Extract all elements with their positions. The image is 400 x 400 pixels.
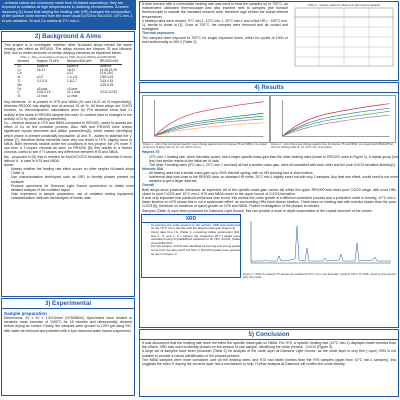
figure-3-caption: Figure 3 - XRD of a Haynes 75 sample pre-oxidised at 10°C min-1 and thermally cycled at 700°C for 400h, showing chromia and alloy (Ni) peaks xyxy=(243,272,396,279)
haynes-label: Haynes 75 xyxy=(142,150,160,155)
conclusion-panel xyxy=(139,329,399,397)
table-cell: 0.012-0.033 xyxy=(99,90,117,95)
xrd-box xyxy=(141,214,241,278)
results-heading: 4) Results xyxy=(140,84,398,93)
list-item: - The other 3 heating rates (5°C min-1, 20°C min-1 and fast) all had a smaller mass gain, were all consistent with each other and the pure Cr2O3 formation kinetics[1]. xyxy=(145,163,398,167)
figure-3 xyxy=(242,213,398,279)
composition-table xyxy=(14,60,123,99)
table-cell: Ni xyxy=(17,63,21,68)
table-cell: Mo xyxy=(17,82,22,87)
list-item: - Gain experience in sample preparation, use of oxidation testing equipment, characterisation methods and analysis of kinetic data xyxy=(7,192,134,200)
table-cell: ≤0.2 xyxy=(36,75,44,80)
xrd-heading: XRD xyxy=(142,216,240,223)
xrd-plot xyxy=(243,214,393,272)
table-cell: 0.08-0.15 xyxy=(36,90,51,95)
background-panel xyxy=(1,31,135,297)
samples-text: Samples (Table 2) have been produced for Diamond Light Source, this can provide a more in depth examination of the crystal structure of the oxides. xyxy=(142,208,373,213)
list-item: - All heating rates had a similar mass gain up to 200h thermal cycling, with no HR showing fast or slow kinetics. xyxy=(145,171,398,175)
table-cell: C xyxy=(17,90,20,95)
table-header: Nimonic 80A wt% xyxy=(63,60,96,64)
table-cell: ≤3 max xyxy=(67,86,78,91)
intro-text: ...exhaust valves are commonly made from Ni-based superalloys; they are exposed to oxidation at high temperatures in oxidising environments. A recent discovery [1] found that varying the heating rate (HR) changed the composition of the surface oxide formed from the more usual Cr2O3 to NiCr2O4. 10°C min-1 in pre-oxidation. Ni and Co oxides at 2°C min-1. xyxy=(0,0,136,30)
method-text-2: 4 heating rates were chosen, 5°C min-1, 10°C min-1, 20°C min-1 and a fast HR (~ 100°C min-1), similar to those in [1]. Once at 700°C, the samples were removed and air cooled and reweighed. xyxy=(142,18,288,32)
table-cell: ≤1 max xyxy=(36,94,48,99)
list-item: - 10°C min-1 heating rate, when thermally cycled, has a larger specific mass gain than the other heating rates (closer to RR1000, seen in Figure 1). A repeat group (red line) had similar results to the initial set of data. xyxy=(145,155,398,163)
table-cell: 4.25-5.25 xyxy=(99,82,114,87)
table-header: RR1000 wt% xyxy=(96,60,123,64)
right-column xyxy=(138,0,400,400)
aims-list xyxy=(2,167,134,200)
conclusion-text-3: The N80A samples were more consistent over all the heating rates, and H75 had faster kinetics than the H75 samples (apart from 10°C min-1 samples), this suggests the extra Ti doping the chromia layer has a mechanism to help. Further analysis at Diamond will confirm the oxide identity. xyxy=(142,357,396,367)
table-header: element xyxy=(14,60,33,64)
table-cell: Balance xyxy=(99,63,112,68)
list-item: - Using data from [1], (Table 2, containing lattice parameters [10], and d-, θ, and h, k, l values) the respective 2θ [°] peaks were calculated using CrystalDiffract software for Ni, NiO, Cr2O3, (Table 3) and NiCr2O4. xyxy=(147,231,240,245)
experimental-panel xyxy=(1,298,135,396)
table2-grid xyxy=(292,7,396,67)
conclusion-text-1: It was discovered that the heating rate does not effect the specific mass gain on N80A. For H75, a specific heating rate (10°C min-1) displayed faster kinetics than the others. XRD was used to identify phases on the surface of one sample, identifying the oxide present - Cr2O3 (Figure 3). xyxy=(142,341,396,350)
background-text-3: Co - minimal amount in H75 and N80A compared to RR1000, useful to assess the effect of Co on the oxidation process. Also, N80 and RR1000 have shown significant crystal structures and lattice parameters[5], which makes identifying which phase is present practically impossible. Al and Ti - added to stabilise the γ' phase [7], therefore these elements have very low levels in H75, slightly more in N80A. Both elements oxidise under the conditions in this project; the 2% more Ti can form a Ti-doped chromia as seen on RR1000 [8]; this results in a thicker chromia, useful to see if Ti causes any difference between H75 and N80A. xyxy=(4,121,132,155)
table-cell: ≤1 max xyxy=(67,94,78,99)
figure-1-caption: Figure 1 - plot of the normalised specific mass change against time for Haynes 75 and N80A, pre-coated at the four heating rates (5, 10, 20, 100°C min-1) xyxy=(143,143,268,150)
background-text-4: Mo - proposed in [9], that is needed for MoO2/Cr2O3 formation, otherwise it forms without it - a case in H75 and N80A. xyxy=(4,154,132,163)
table-cell: Cr xyxy=(17,67,21,72)
list-item: - Produce specimens for Diamond Light Source synchrotron to obtain more detailed analysis of the oxidation layers xyxy=(7,184,134,192)
xrd-section xyxy=(140,213,398,279)
table-cell: Al xyxy=(17,75,21,80)
table-cell: 1.8-2.7 xyxy=(67,79,77,83)
table-cell: 18-21 xyxy=(36,67,46,72)
table1-caption: Table 1 - Alloy compositions of Haynes 75[2], Nimonic 80A[3], and RR1000[4] xyxy=(20,54,116,59)
haynes-list xyxy=(140,155,398,167)
sample-prep-subhead: Sample preparation xyxy=(4,311,47,316)
overall-text: Both alloys show parabolic behaviour as expected. All of the specific mass gain values fall within the upper RR1000 and lower pure Cr2O3 range, with most HRs closer to pure Cr2O3 and 10°C min-1 H75 and N80A closer to the upper bound of Cr2O3 formation. xyxy=(142,187,396,196)
table-cell: ≤2.0 xyxy=(67,71,74,76)
list-item: - Assess whether the heating rate effect occurs on other simpler Ni-based alloys (Table 1) xyxy=(7,167,134,175)
aims-label: Aims: xyxy=(4,163,14,168)
table-cell: Co xyxy=(17,71,22,76)
table-cell: 14.35-15.15 xyxy=(99,67,117,72)
method-panel xyxy=(139,1,399,81)
figure-2-caption: Figure 2 - plot of the mass change against time for Haynes 75 and N80A, pre-coated and N80A/H75 at the four heating rates (5, 10, 20°C min-1) as before. xyxy=(271,143,393,150)
method-text-1: A tube furnace with a controllable heating rate was used to heat the samples up to 700°C; an independent calibrated thermocouple was also inserted next to samples (the furnace thermocouple is outside the insulated ceramic tube, therefore lags behind the actual internal temperature). xyxy=(142,2,288,19)
table-cell: 2.85-3.15 xyxy=(99,75,114,80)
table-cell: 1.0-1.8 xyxy=(67,75,77,80)
conclusion-text-2: A large set of samples have been produced (Table 2) for analysis of the oxide layer at Diamond Light Source, as the oxide layer is very thin (<1µm) XRD is not suitable to provide a robust identification of the phases present. xyxy=(142,349,396,358)
table-cell: Ti xyxy=(17,79,21,83)
figure-1 xyxy=(142,95,270,149)
results-panel xyxy=(139,82,399,328)
list-item: - For this sample, Cr2O3 was identified as forming and strong peaks come from the alloy itself. No NiO or NiCr2O4 peaks were present as seen in Figure 3. xyxy=(147,245,240,256)
mass-change-plot-2 xyxy=(270,95,396,143)
method-text-block xyxy=(140,2,290,80)
thermal-label: Thermal exposures: xyxy=(142,31,176,36)
mass-change-plot-1 xyxy=(142,95,270,143)
table-cell: Balance xyxy=(67,63,79,68)
method-text-3: The samples were exposed to 700°C for longer exposure times, either for cycles of 100h or held isothermally to 400 h (Table 2). xyxy=(142,35,288,44)
conclusion-heading: 5) Conclusion xyxy=(140,331,398,340)
table-header: Haynes 75 wt% xyxy=(33,60,63,64)
table-cell: Fe xyxy=(17,86,22,91)
important-text: It was very important that parabolic behaviour was found, this means the oxide growth is a diffusion controlled process and a protective oxide is forming. 10°C min-1 faster kinetics on H75 shows this is not a systematic effect, as surrounding HRs have slower kinetics. There were no heating rate with kinetics slower than the pure Cr2O3 [6], therefore no evidence of spinel growth on H75 and N80A. Further investigation of the phases is needed. xyxy=(142,195,396,209)
list-item: - Use characterisation techniques such as XRD to identify phases present on surfaces xyxy=(7,175,134,183)
results-plots xyxy=(140,94,398,150)
table-cell: 3.45-4.15 xyxy=(99,79,114,83)
table-cell: 0.2-0.6 xyxy=(36,79,47,83)
xrd-list xyxy=(142,224,240,256)
table2-block xyxy=(290,2,398,80)
table-cell: 18-21 xyxy=(67,67,76,72)
figure-2 xyxy=(270,95,396,149)
list-item: - Isothermal data was close to the RR1000 data, so standard HR either, 20°C min-1 slightly lower but with only 2 samples. Any heat rate effect, would need to run more samples to get a larger data set. xyxy=(145,175,398,183)
nimonic-label: Nimonic 80A xyxy=(142,166,164,171)
table-cell xyxy=(96,95,123,99)
list-item: - To examine the oxide present on the surface, XRD was performed on the 10°C min-1 sample with the largest mass gain (Figure 3) xyxy=(147,224,240,231)
table2-caption: Table 2 - sample matrix for Diamond Light Source analysis xyxy=(307,3,381,7)
experimental-heading: 3) Experimental xyxy=(2,300,134,309)
table-cell: Balance xyxy=(36,63,49,68)
table-cell: 14.6-15.0 xyxy=(99,71,114,76)
left-column xyxy=(0,0,136,400)
background-text-1: This project is to investigate whether other Ni-based alloys exhibit the same heating rate effect as RR1000. The alloys chosen are Haynes 75 and Nimonic 80A, due to varied amounts of certain alloying elements as explained below. xyxy=(4,43,132,56)
table-cell: Si xyxy=(17,94,21,99)
table-cell: ≤5 max xyxy=(36,86,48,91)
table-cell: ≤0.1 max xyxy=(67,90,81,95)
background-heading: 2) Background & Aims xyxy=(2,33,134,42)
experimental-text: Dimensions: 20 x 10 x 1.5/3.6mm³ (H75/N80A). Specimens were heated to measure mass increase of 1050°C for 15 minutes and ultrasonically cleaned before drying air cooled. Finally, the samples were ground to 1200 grit using SiC, with water as lubricant and polished with a 1µm diamond water based suspension. xyxy=(4,316,132,333)
table-row xyxy=(14,95,123,99)
overall-label: Overall xyxy=(142,183,154,188)
nimonic-list xyxy=(140,171,398,183)
background-text-2: Key elements: Cr is present in H75 and N80A (20 and 18-21 wt % respectively), whereas RR1000 has slightly less at around 15 wt %. All three alloys are Cr2O3 formers, so thermodynamic calculations done by FHI students show that Cr activity is the same in RR1000 despite the lower Cr content (due to changes in the activity of Cr by other alloying elements). xyxy=(4,99,132,121)
